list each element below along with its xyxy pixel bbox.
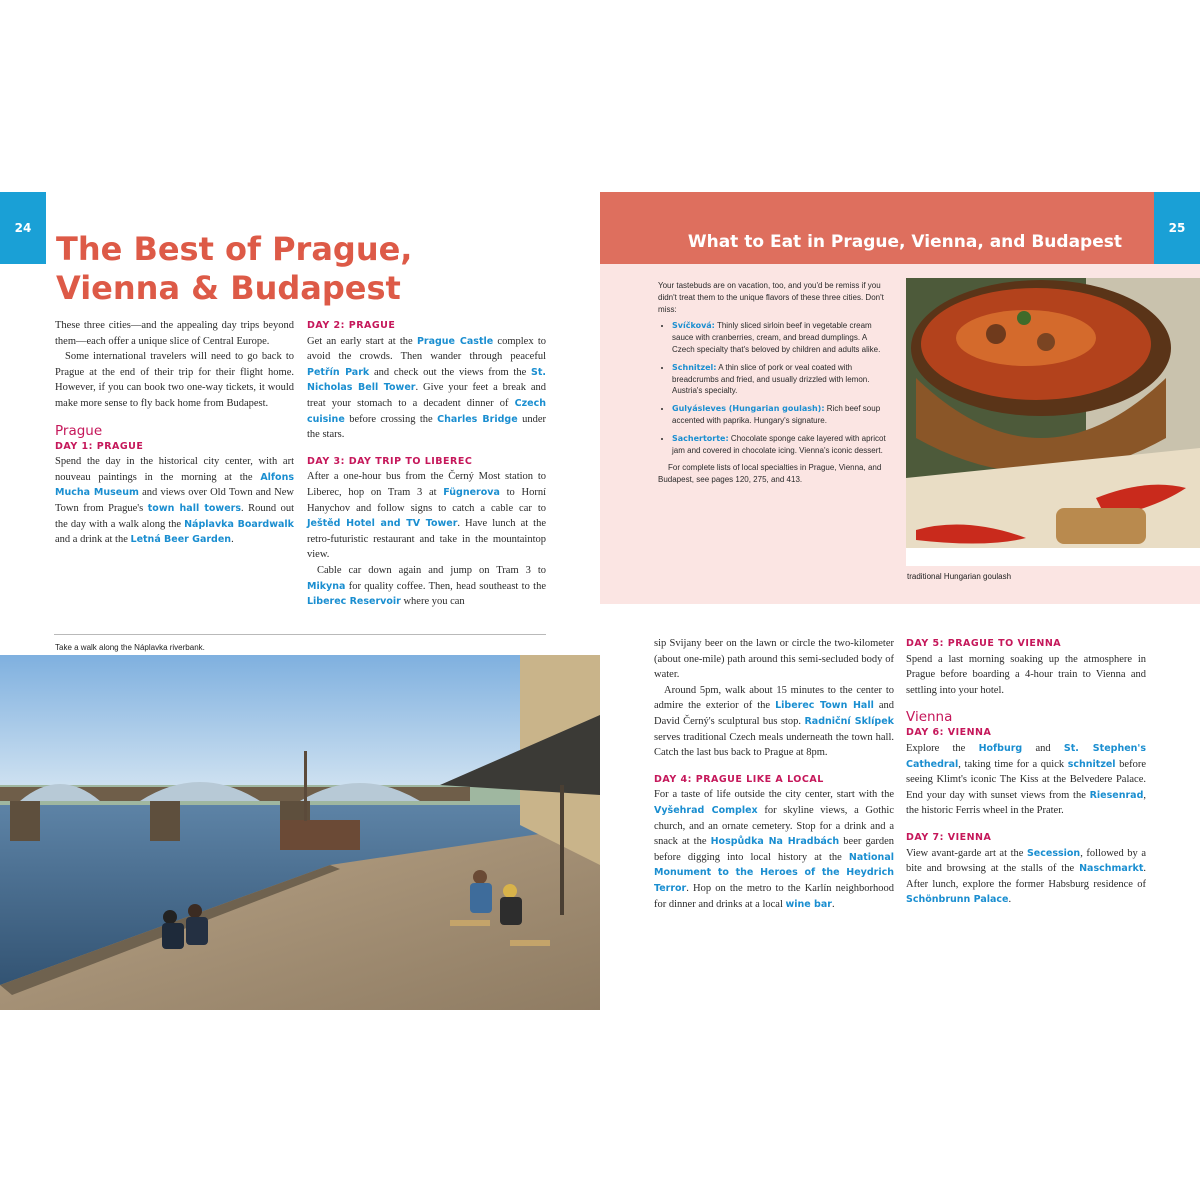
day3-evening-paragraph: Around 5pm, walk about 15 minutes to the center to admire the exterior of the Liberec Town Hall and David Černý's sculptural bus stop. Radniční Sklípek serves traditional Czech meals underneath the town hall. Catch the last bus back to Prague at 8pm. bbox=[654, 684, 895, 759]
link-vysehrad-complex[interactable]: Vyšehrad Complex bbox=[654, 804, 758, 816]
link-town-hall-towers[interactable]: town hall towers bbox=[147, 502, 241, 514]
link-naschmarkt[interactable]: Naschmarkt bbox=[1079, 863, 1144, 875]
day7-paragraph: View avant-garde art at the Secession, followed by a bite and browsing at the stalls of the Naschmarkt. After lunch, explore the former Habsburg residence of Schönbrunn Palace. bbox=[906, 847, 1146, 906]
day6-heading: DAY 6: VIENNA bbox=[906, 727, 992, 739]
day2-heading: DAY 2: PRAGUE bbox=[307, 320, 396, 331]
intro-paragraph-2: Some international travelers will need to go back to Prague at the end of their trip for their flight home. However, if you can book two one-way tickets, it would make more sense to fly back home from Budapest. bbox=[55, 351, 294, 409]
food-banner-title: What to Eat in Prague, Vienna, and Budapest bbox=[687, 232, 1122, 252]
caption-divider bbox=[54, 634, 546, 635]
link-fugnerova[interactable]: Fügnerova bbox=[443, 486, 500, 498]
link-sachertorte[interactable]: Sachertorte: bbox=[672, 433, 729, 443]
day3-paragraph: After a one-hour bus from the Černý Most station to Liberec, hop on Tram 3 at Fügnerova to Horní Hanychov and follow signs to catch a cable car to Ještěd Hotel and TV Tower. Have lunch at the retro-futuristic restaurant and take in the mountaintop view. bbox=[307, 471, 546, 561]
link-radnicni-sklipek[interactable]: Radniční Sklípek bbox=[804, 715, 894, 727]
food-banner bbox=[600, 192, 1154, 264]
day1-heading: DAY 1: PRAGUE bbox=[55, 440, 144, 452]
food-item: • Svíčková: Thinly sliced sirloin beef in vegetable cream sauce with cranberries, cream, and bread dumplings. A Czech specialty that's beloved by children and adults alike. bbox=[672, 320, 890, 355]
photo-caption-riverbank: Take a walk along the Náplavka riverbank. bbox=[55, 643, 205, 652]
page-number-right: 25 bbox=[1154, 192, 1200, 264]
prague-riverbank-photo bbox=[0, 655, 600, 1010]
day5-paragraph: Spend a last morning soaking up the atmosphere in Prague before boarding a 4-hour train to Vienna and settling into your hotel. bbox=[906, 653, 1146, 696]
link-petrin-park[interactable]: Petřín Park bbox=[307, 366, 370, 378]
city-heading-vienna: Vienna bbox=[906, 709, 953, 726]
link-st-stephens-cathedral[interactable]: St. Stephen's Cathedral bbox=[906, 742, 1146, 770]
link-riesenrad[interactable]: Riesenrad bbox=[1089, 789, 1144, 801]
link-letna-beer-garden[interactable]: Letná Beer Garden bbox=[130, 534, 232, 546]
left-column-1 bbox=[55, 318, 294, 548]
link-alfons-mucha-museum[interactable]: Alfons Mucha Museum bbox=[55, 471, 294, 499]
day3-paragraph-2: Cable car down again and jump on Tram 3 to Mikyna for quality coffee. Then, head southeast to the Liberec Reservoir where you can bbox=[307, 564, 546, 608]
page-number-left: 24 bbox=[0, 192, 46, 264]
link-hospudka-na-hradbach[interactable]: Hospůdka Na Hradbách bbox=[710, 836, 840, 848]
day1-paragraph: Spend the day in the historical city center, with art nouveau paintings in the morning at the Alfons Mucha Museum and views over Old Town and New Town from Prague's town hall towers. Round out the day with a walk along the Náplavka Boardwalk and a drink at the Letná Beer Garden. bbox=[55, 456, 295, 546]
link-wine-bar[interactable]: wine bar bbox=[785, 898, 832, 910]
link-liberec-town-hall[interactable]: Liberec Town Hall bbox=[775, 700, 874, 712]
link-czech-cuisine[interactable]: Czech cuisine bbox=[307, 397, 546, 425]
link-secession[interactable]: Secession bbox=[1026, 847, 1081, 859]
day3-heading: DAY 3: DAY TRIP TO LIBEREC bbox=[307, 455, 473, 467]
food-outro: For complete lists of local specialties in Prague, Vienna, and Budapest, see pages 120, 275, and 413. bbox=[658, 463, 882, 485]
food-items bbox=[658, 320, 890, 456]
link-liberec-reservoir[interactable]: Liberec Reservoir bbox=[307, 596, 401, 608]
intro-paragraph-1: These three cities—and the appealing day trips beyond them—each offer a unique slice of Central Europe. bbox=[55, 320, 294, 347]
day4-heading: DAY 4: PRAGUE LIKE A LOCAL bbox=[654, 773, 824, 785]
food-item: • Sachertorte: Chocolate sponge cake layered with apricot jam and covered in chocolate icing. Vienna's iconic dessert. bbox=[672, 433, 890, 457]
link-charles-bridge[interactable]: Charles Bridge bbox=[437, 413, 518, 425]
right-page bbox=[600, 192, 1200, 1010]
page-title: The Best of Prague, Vienna & Budapest bbox=[56, 230, 413, 307]
food-list bbox=[658, 280, 890, 486]
link-gulyasleves[interactable]: Gulyásleves (Hungarian goulash): bbox=[672, 404, 825, 414]
food-intro: Your tastebuds are on vacation, too, and you'd be remiss if you didn't treat them to the unique flavors of these three cities. Don't miss: bbox=[658, 281, 884, 314]
right-column-2 bbox=[906, 636, 1146, 908]
day4-paragraph: For a taste of life outside the city center, start with the Vyšehrad Complex for skyline views, a Gothic church, and an ornate cemetery. Stop for a drink and a snack at the Hospůdka Na Hradbách beer garden before digging into local history at the National Monument to the Heroes of the Heydrich Terror. Hop on the metro to the Karlín neighborhood for dinner and drinks at a local wine bar. bbox=[654, 789, 895, 910]
link-mikyna[interactable]: Mikyna bbox=[307, 580, 346, 592]
city-heading-prague: Prague bbox=[55, 422, 103, 439]
right-column-1 bbox=[654, 636, 894, 912]
day5-heading: DAY 5: PRAGUE TO VIENNA bbox=[906, 638, 1062, 649]
link-svickova[interactable]: Svíčková: bbox=[672, 321, 715, 331]
link-schonbrunn-palace[interactable]: Schönbrunn Palace bbox=[906, 894, 1009, 906]
link-jested-hotel[interactable]: Ještěd Hotel and TV Tower bbox=[307, 518, 458, 530]
food-item: • Gulyásleves (Hungarian goulash): Rich beef soup accented with paprika. Hungary's signature. bbox=[672, 403, 890, 427]
day7-heading: DAY 7: VIENNA bbox=[906, 831, 992, 843]
day3-continuation: sip Svijany beer on the lawn or circle the two-kilometer (about one-mile) path around this semi-secluded body of water. bbox=[654, 638, 894, 681]
link-prague-castle[interactable]: Prague Castle bbox=[416, 335, 494, 347]
food-item: • Schnitzel: A thin slice of pork or veal coated with breadcrumbs and fried, and usually drizzled with lemon. Austria's specialty. bbox=[672, 362, 890, 397]
goulash-photo bbox=[906, 278, 1200, 566]
link-naplavka-boardwalk[interactable]: Náplavka Boardwalk bbox=[184, 518, 294, 530]
day6-paragraph: Explore the Hofburg and St. Stephen's Cathedral, taking time for a quick schnitzel before seeing Klimt's iconic The Kiss at the Belvedere Palace. End your day with sunset views from the Riesenrad, the historic Ferris wheel in the Prater. bbox=[906, 742, 1146, 817]
photo-caption-goulash: traditional Hungarian goulash bbox=[907, 572, 1012, 581]
link-national-monument[interactable]: National Monument to the Heroes of the Heydrich Terror bbox=[654, 851, 894, 894]
left-column-2 bbox=[307, 318, 546, 610]
book-spread bbox=[0, 192, 1200, 1010]
link-st-nicholas-bell-tower[interactable]: St. Nicholas Bell Tower bbox=[307, 366, 546, 394]
link-schnitzel-vienna[interactable]: schnitzel bbox=[1067, 758, 1116, 770]
left-page bbox=[0, 192, 600, 1010]
link-schnitzel[interactable]: Schnitzel: bbox=[672, 362, 717, 372]
day2-paragraph: Get an early start at the Prague Castle complex to avoid the crowds. Then wander through peaceful Petřín Park and check out the views from the St. Nicholas Bell Tower. Give your feet a break and treat your stomach to a decadent dinner of Czech cuisine before crossing the Charles Bridge under the stars. bbox=[307, 335, 547, 441]
link-hofburg[interactable]: Hofburg bbox=[978, 742, 1023, 754]
